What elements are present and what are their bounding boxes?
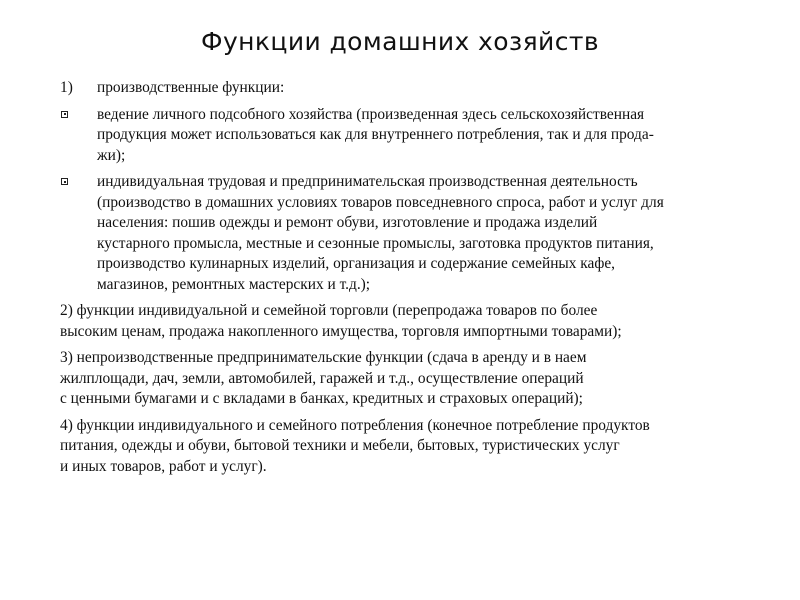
list-item — [60, 301, 760, 342]
text-line: кустарного промысла, местные и сезонные промыслы, заготовка продуктов питания, — [97, 234, 654, 252]
text-line: жилплощади, дач, земли, автомобилей, гаражей и т.д., осуществление операций — [60, 369, 584, 387]
text-line: ведение личного подсобного хозяйства (произведенная здесь сельскохозяйственная — [97, 105, 645, 123]
text-line: 4) функции индивидуального и семейного потребления (конечное потребление продуктов — [60, 416, 650, 434]
list-item — [60, 416, 760, 478]
text-line: с ценными бумагами и с вкладами в банках, кредитных и страховых операций); — [60, 390, 583, 407]
text-line: продукция может использоваться как для внутреннего потребления, так и для прода- — [97, 126, 654, 143]
list-item — [60, 105, 760, 167]
text-line: и иных товаров, работ и услуг). — [60, 457, 267, 475]
text-line: высоким ценам, продажа накопленного имущества, торговля импортными товарами); — [60, 322, 622, 340]
slide-title: Функции домашних хозяйств — [201, 27, 599, 56]
square-bullet-icon — [61, 111, 68, 118]
list-item — [60, 172, 760, 295]
list-item — [60, 78, 760, 99]
slide-body — [60, 78, 760, 483]
square-bullet-icon — [61, 178, 68, 185]
text-line: питания, одежды и обуви, бытовой техники и мебели, бытовых, туристических услуг — [60, 437, 620, 454]
text-line: жи); — [97, 146, 126, 164]
text-line: производственные функции: — [97, 79, 285, 96]
text-line: 2) функции индивидуальной и семейной торговли (перепродажа товаров по более — [60, 302, 598, 319]
text-line: населения: пошив одежды и ремонт обуви, изготовление и продажа изделий — [97, 214, 598, 231]
list-number: 1) — [60, 79, 73, 96]
text-line: производство кулинарных изделий, организация и содержание семейных кафе, — [97, 255, 616, 272]
text-line: индивидуальная трудовая и предпринимательская производственная деятельность — [97, 173, 638, 190]
text-line: (производство в домашних условиях товаров повседневного спроса, работ и услуг для — [97, 193, 664, 211]
text-line: магазинов, ремонтных мастерских и т.д.); — [97, 275, 371, 293]
list-item — [60, 348, 760, 410]
text-line: 3) непроизводственные предпринимательские функции (сдача в аренду и в наем — [60, 349, 587, 366]
